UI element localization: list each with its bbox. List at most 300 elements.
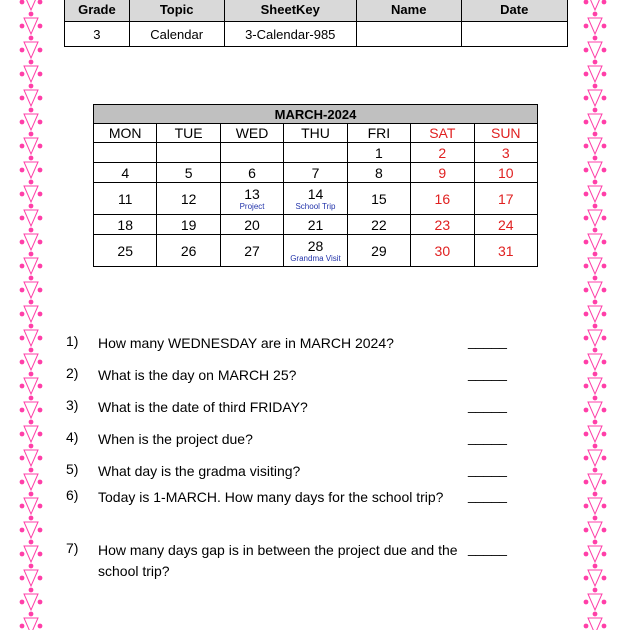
day-number: 20	[244, 216, 260, 233]
day-header-wed: WED	[220, 124, 283, 143]
question-number: 6)	[66, 487, 79, 503]
answer-blank[interactable]: _____	[468, 461, 507, 477]
day-header-mon: MON	[94, 124, 157, 143]
dot-ornament	[29, 276, 34, 281]
dot-ornament	[38, 624, 43, 629]
triangle-ornament	[24, 498, 38, 514]
dot-ornament	[38, 0, 43, 4]
calendar-day-cell	[157, 235, 220, 267]
dot-ornament	[593, 588, 598, 593]
calendar-day-cell	[411, 235, 474, 267]
dot-ornament	[38, 168, 43, 173]
dot-ornament	[20, 360, 25, 365]
triangle-ornament	[24, 378, 38, 394]
triangle-ornament	[24, 258, 38, 274]
dot-ornament	[20, 528, 25, 533]
left-decorative-border	[18, 0, 44, 630]
triangle-ornament	[24, 186, 38, 202]
dot-ornament	[38, 96, 43, 101]
dot-ornament	[38, 552, 43, 557]
dot-ornament	[602, 600, 607, 605]
dot-ornament	[20, 72, 25, 77]
dot-ornament	[38, 192, 43, 197]
triangle-ornament	[588, 570, 602, 586]
dot-ornament	[593, 156, 598, 161]
question-text: How many days gap is in between the project due and the school trip?	[98, 542, 458, 579]
dot-ornament	[602, 144, 607, 149]
dot-ornament	[20, 96, 25, 101]
calendar-day-cell	[474, 235, 537, 267]
triangle-ornament	[24, 282, 38, 298]
dot-ornament	[20, 600, 25, 605]
answer-blank[interactable]: _____	[468, 487, 507, 503]
day-number: 15	[371, 190, 387, 207]
dot-ornament	[602, 528, 607, 533]
header-name: Name	[357, 0, 462, 22]
dot-ornament	[38, 336, 43, 341]
dot-ornament	[38, 312, 43, 317]
triangle-ornament	[24, 570, 38, 586]
calendar-title: MARCH-2024	[94, 105, 538, 124]
triangle-ornament	[24, 402, 38, 418]
dot-ornament	[584, 120, 589, 125]
dot-ornament	[29, 420, 34, 425]
dot-ornament	[20, 336, 25, 341]
triangle-ornament	[24, 66, 38, 82]
dot-ornament	[593, 180, 598, 185]
triangle-ornament	[588, 306, 602, 322]
triangle-ornament	[588, 90, 602, 106]
triangle-ornament	[24, 306, 38, 322]
day-number: 23	[434, 216, 451, 233]
dot-ornament	[593, 516, 598, 521]
dot-ornament	[38, 264, 43, 269]
dot-ornament	[593, 492, 598, 497]
dot-ornament	[593, 276, 598, 281]
day-number: 27	[244, 242, 260, 259]
dot-ornament	[602, 72, 607, 77]
dot-ornament	[584, 360, 589, 365]
calendar-day-cell	[347, 143, 410, 163]
triangle-ornament	[588, 42, 602, 58]
dot-ornament	[20, 384, 25, 389]
calendar-day-cell	[157, 183, 220, 215]
triangle-ornament	[24, 210, 38, 226]
dot-ornament	[38, 240, 43, 245]
dot-ornament	[20, 120, 25, 125]
calendar-day-cell	[220, 215, 283, 235]
dot-ornament	[20, 288, 25, 293]
question-text: What day is the gradma visiting?	[98, 463, 301, 479]
dot-ornament	[602, 432, 607, 437]
dot-ornament	[584, 456, 589, 461]
day-number: 19	[180, 216, 197, 233]
triangle-ornament	[24, 330, 38, 346]
answer-blank[interactable]: _____	[468, 333, 507, 349]
day-number: 21	[307, 216, 324, 233]
dot-ornament	[584, 336, 589, 341]
day-number: 5	[184, 164, 193, 181]
dot-ornament	[602, 240, 607, 245]
dot-ornament	[593, 84, 598, 89]
dot-ornament	[602, 0, 607, 4]
triangle-ornament	[24, 42, 38, 58]
calendar-day-cell	[411, 163, 474, 183]
day-number: 2	[438, 144, 447, 161]
question-text: How many WEDNESDAY are in MARCH 2024?	[98, 335, 394, 351]
dot-ornament	[38, 504, 43, 509]
triangle-ornament	[24, 354, 38, 370]
dot-ornament	[593, 12, 598, 17]
dot-ornament	[20, 144, 25, 149]
dot-ornament	[38, 384, 43, 389]
calendar-day-cell	[94, 163, 157, 183]
day-number: 26	[180, 242, 197, 259]
dot-ornament	[38, 120, 43, 125]
calendar-day-cell	[474, 183, 537, 215]
dot-ornament	[602, 408, 607, 413]
dot-ornament	[602, 120, 607, 125]
dot-ornament	[584, 600, 589, 605]
dot-ornament	[593, 324, 598, 329]
dot-ornament	[602, 552, 607, 557]
triangle-ornament	[588, 618, 602, 630]
dot-ornament	[602, 456, 607, 461]
triangle-ornament	[588, 546, 602, 562]
triangle-ornament	[24, 90, 38, 106]
dot-ornament	[602, 24, 607, 29]
dot-ornament	[593, 612, 598, 617]
answer-blank[interactable]: _____	[468, 540, 507, 556]
day-number: 18	[117, 216, 133, 233]
day-number: 3	[501, 144, 510, 161]
triangle-ornament	[588, 282, 602, 298]
dot-ornament	[584, 48, 589, 53]
day-header-sun: SUN	[474, 124, 537, 143]
dot-ornament	[584, 528, 589, 533]
day-number: 12	[180, 190, 197, 207]
dot-ornament	[602, 384, 607, 389]
triangle-ornament	[24, 546, 38, 562]
dot-ornament	[584, 72, 589, 77]
dot-ornament	[593, 420, 598, 425]
day-number: 6	[248, 164, 256, 181]
dot-ornament	[20, 408, 25, 413]
dot-ornament	[602, 216, 607, 221]
dot-ornament	[29, 180, 34, 185]
dot-ornament	[584, 624, 589, 629]
dot-ornament	[584, 240, 589, 245]
dot-ornament	[38, 432, 43, 437]
dot-ornament	[602, 480, 607, 485]
calendar-day-cell	[411, 215, 474, 235]
dot-ornament	[29, 612, 34, 617]
dot-ornament	[20, 312, 25, 317]
triangle-ornament	[588, 162, 602, 178]
triangle-ornament	[588, 402, 602, 418]
calendar-day-cell	[220, 183, 283, 215]
calendar-day-cell	[284, 215, 347, 235]
dot-ornament	[29, 252, 34, 257]
dot-ornament	[593, 60, 598, 65]
triangle-ornament	[24, 594, 38, 610]
dot-ornament	[593, 372, 598, 377]
calendar-day-cell	[94, 183, 157, 215]
day-number: 16	[434, 190, 451, 207]
header-sheetkey: SheetKey	[224, 0, 356, 22]
dot-ornament	[593, 108, 598, 113]
dot-ornament	[38, 72, 43, 77]
triangle-ornament	[588, 210, 602, 226]
day-number: 13	[244, 185, 260, 202]
calendar-day-cell	[284, 235, 347, 267]
dot-ornament	[584, 144, 589, 149]
day-number: 17	[497, 190, 514, 207]
triangle-ornament	[588, 522, 602, 538]
triangle-ornament	[24, 138, 38, 154]
calendar-week-row	[94, 143, 538, 163]
dot-ornament	[584, 384, 589, 389]
calendar-week-row	[94, 235, 538, 267]
dot-ornament	[602, 96, 607, 101]
dot-ornament	[38, 48, 43, 53]
event-note: School Trip	[295, 201, 336, 211]
dot-ornament	[38, 576, 43, 581]
dot-ornament	[593, 228, 598, 233]
triangle-ornament	[588, 138, 602, 154]
dot-ornament	[602, 336, 607, 341]
calendar-day-cell	[157, 143, 220, 163]
calendar-table	[93, 104, 538, 267]
day-number: 29	[371, 242, 387, 259]
dot-ornament	[584, 312, 589, 317]
dot-ornament	[584, 480, 589, 485]
question-text: Today is 1-MARCH. How many days for the school trip?	[98, 489, 444, 505]
day-number: 31	[497, 242, 514, 259]
dot-ornament	[20, 24, 25, 29]
calendar-day-cell	[94, 215, 157, 235]
dot-ornament	[38, 144, 43, 149]
triangle-ornament	[24, 18, 38, 34]
dot-ornament	[20, 216, 25, 221]
triangle-ornament	[588, 474, 602, 490]
dot-ornament	[29, 156, 34, 161]
dot-ornament	[38, 456, 43, 461]
dot-ornament	[593, 348, 598, 353]
dot-ornament	[29, 540, 34, 545]
triangle-ornament	[588, 594, 602, 610]
triangle-ornament	[588, 378, 602, 394]
calendar-day-cell	[94, 143, 157, 163]
calendar-day-cell	[157, 215, 220, 235]
dot-ornament	[20, 192, 25, 197]
calendar-day-cell	[411, 183, 474, 215]
day-number: 1	[375, 144, 383, 161]
triangle-ornament	[588, 426, 602, 442]
dot-ornament	[29, 516, 34, 521]
dot-ornament	[584, 0, 589, 4]
calendar-day-cell	[220, 163, 283, 183]
topic-value: Calendar	[129, 22, 224, 47]
calendar-day-cell	[347, 183, 410, 215]
answer-blank[interactable]: _____	[468, 429, 507, 445]
dot-ornament	[20, 552, 25, 557]
day-header-thu: THU	[284, 124, 347, 143]
grade-value: 3	[65, 22, 130, 47]
dot-ornament	[29, 372, 34, 377]
dot-ornament	[602, 624, 607, 629]
header-grade: Grade	[65, 0, 130, 22]
dot-ornament	[602, 312, 607, 317]
dot-ornament	[584, 288, 589, 293]
calendar-day-cell	[411, 143, 474, 163]
answer-blank[interactable]: _____	[468, 365, 507, 381]
header-date: Date	[461, 0, 567, 22]
dot-ornament	[20, 576, 25, 581]
calendar-day-cell	[347, 215, 410, 235]
dot-ornament	[593, 396, 598, 401]
event-note: Project	[239, 201, 265, 211]
calendar-day-cell	[474, 163, 537, 183]
name-field[interactable]	[357, 22, 462, 47]
dot-ornament	[38, 360, 43, 365]
worksheet-header-table	[64, 0, 568, 47]
dot-ornament	[593, 204, 598, 209]
dot-ornament	[20, 240, 25, 245]
day-number: 4	[121, 164, 130, 181]
calendar-week-row	[94, 183, 538, 215]
dot-ornament	[593, 540, 598, 545]
dot-ornament	[38, 528, 43, 533]
calendar-day-cell	[284, 183, 347, 215]
dot-ornament	[29, 492, 34, 497]
day-header-sat: SAT	[411, 124, 474, 143]
dot-ornament	[20, 504, 25, 509]
triangle-ornament	[588, 450, 602, 466]
question-number: 3)	[66, 397, 79, 413]
calendar-week-row	[94, 163, 538, 183]
question-number: 7)	[66, 540, 79, 556]
calendar-day-cell	[220, 235, 283, 267]
dot-ornament	[584, 168, 589, 173]
dot-ornament	[29, 348, 34, 353]
dot-ornament	[602, 264, 607, 269]
dot-ornament	[29, 564, 34, 569]
dot-ornament	[29, 444, 34, 449]
day-number: 11	[117, 190, 133, 207]
sheetkey-value: 3-Calendar-985	[224, 22, 356, 47]
triangle-ornament	[588, 18, 602, 34]
triangle-ornament	[588, 354, 602, 370]
question-number: 1)	[66, 333, 79, 349]
triangle-ornament	[588, 498, 602, 514]
question-text: When is the project due?	[98, 431, 253, 447]
dot-ornament	[29, 396, 34, 401]
dot-ornament	[29, 84, 34, 89]
dot-ornament	[584, 96, 589, 101]
dot-ornament	[602, 504, 607, 509]
date-field[interactable]	[461, 22, 567, 47]
dot-ornament	[20, 432, 25, 437]
day-number: 22	[371, 216, 387, 233]
dot-ornament	[593, 132, 598, 137]
dot-ornament	[29, 12, 34, 17]
dot-ornament	[20, 480, 25, 485]
day-number: 7	[311, 164, 320, 181]
dot-ornament	[584, 504, 589, 509]
dot-ornament	[20, 624, 25, 629]
question-number: 2)	[66, 365, 79, 381]
header-topic: Topic	[129, 0, 224, 22]
dot-ornament	[29, 468, 34, 473]
dot-ornament	[29, 324, 34, 329]
dot-ornament	[593, 252, 598, 257]
triangle-ornament	[24, 234, 38, 250]
question-text: What is the date of third FRIDAY?	[98, 399, 308, 415]
dot-ornament	[584, 216, 589, 221]
dot-ornament	[29, 588, 34, 593]
dot-ornament	[20, 264, 25, 269]
dot-ornament	[38, 216, 43, 221]
dot-ornament	[602, 168, 607, 173]
calendar-day-cell	[474, 143, 537, 163]
dot-ornament	[29, 108, 34, 113]
dot-ornament	[584, 192, 589, 197]
dot-ornament	[602, 192, 607, 197]
dot-ornament	[38, 24, 43, 29]
dot-ornament	[584, 576, 589, 581]
triangle-ornament	[24, 426, 38, 442]
triangle-ornament	[588, 330, 602, 346]
triangle-ornament	[588, 114, 602, 130]
day-number: 30	[434, 242, 451, 259]
calendar-day-cell	[157, 163, 220, 183]
dot-ornament	[29, 60, 34, 65]
dot-ornament	[20, 456, 25, 461]
dot-ornament	[593, 444, 598, 449]
dot-ornament	[38, 288, 43, 293]
dot-ornament	[29, 36, 34, 41]
calendar-day-cell	[94, 235, 157, 267]
dot-ornament	[602, 360, 607, 365]
day-header-tue: TUE	[157, 124, 220, 143]
calendar-day-cell	[284, 163, 347, 183]
right-decorative-border	[582, 0, 608, 630]
answer-blank[interactable]: _____	[468, 397, 507, 413]
dot-ornament	[20, 0, 25, 4]
triangle-ornament	[24, 0, 38, 10]
calendar-week-row	[94, 215, 538, 235]
dot-ornament	[602, 576, 607, 581]
dot-ornament	[20, 48, 25, 53]
day-number: 9	[438, 164, 447, 181]
dot-ornament	[29, 228, 34, 233]
triangle-ornament	[588, 234, 602, 250]
dot-ornament	[38, 480, 43, 485]
dot-ornament	[584, 552, 589, 557]
question-text: What is the day on MARCH 25?	[98, 367, 297, 383]
dot-ornament	[29, 132, 34, 137]
triangle-ornament	[588, 0, 602, 10]
dot-ornament	[584, 264, 589, 269]
triangle-ornament	[24, 162, 38, 178]
triangle-ornament	[588, 258, 602, 274]
dot-ornament	[584, 24, 589, 29]
dot-ornament	[593, 468, 598, 473]
triangle-ornament	[24, 522, 38, 538]
dot-ornament	[593, 300, 598, 305]
day-number: 14	[307, 185, 324, 202]
